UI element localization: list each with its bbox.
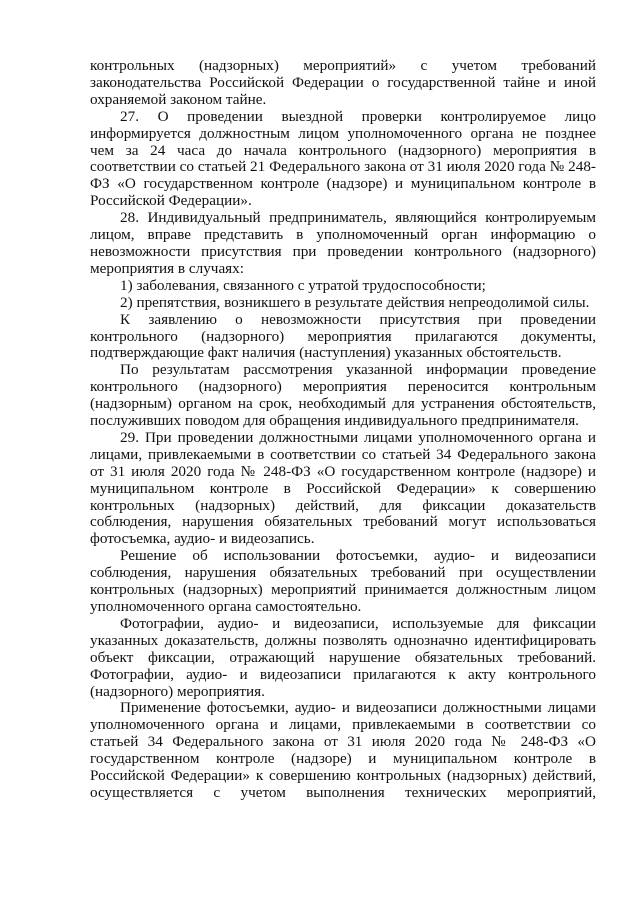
paragraph-item-29: 29. При проведении должностными лицами уполномоченного органа и лицами, привлекаемыми в соответствии со статьей 34 Федерального закона от 31 июля 2020 года № 248-ФЗ «О государственном контроле (надзоре) и муниципальном контроле в Российской Федерации» к совершению контрольных (надзорных) действий, для фиксации доказательств соблюдения, нарушения обязательных требований могут использоваться фотосъемка, аудио- и видеозапись.	[90, 428, 596, 548]
paragraph-item-27: 27. О проведении выездной проверки контролируемое лицо информируется должностным лицом уполномоченного органа не позднее чем за 24 часа до начала контрольного (надзорного) мероприятия в соответствии со статьей 21 Федерального закона от 31 июля 2020 года № 248-ФЗ «О государственном контроле (надзоре) и муниципальном контроле в Российской Федерации».	[90, 107, 596, 210]
paragraph-application-of-recording: Применение фотосъемки, аудио- и видеозаписи должностными лицами уполномоченного органа и лицами, привлекаемыми в соответствии со статьей 34 Федерального закона от 31 июля 2020 года № 248-ФЗ «О государственном контроле (надзоре) и муниципальном контроле в Российской Федерации» к совершению контрольных (надзорных) действий, осуществляется с учетом выполнения технических мероприятий,	[90, 699, 596, 801]
paragraph-review-results: По результатам рассмотрения указанной информации проведение контрольного (надзорного) мероприятия переносится контрольным (надзорным) органом на срок, необходимый для устранения обстоятельств, послуживших поводом для обращения индивидуального предпринимателя.	[90, 361, 596, 430]
list-item-1: 1) заболевания, связанного с утратой трудоспособности;	[120, 276, 486, 294]
paragraph-application: К заявлению о невозможности присутствия при проведении контрольного (надзорного) мероприятия прилагаются документы, подтверждающие факт наличия (наступления) указанных обстоятельств.	[90, 310, 596, 362]
paragraph-photos: Фотографии, аудио- и видеозаписи, используемые для фиксации указанных доказательств, должны позволять однозначно идентифицировать объект фиксации, отражающий нарушение обязательных требований. Фотографии, аудио- и видеозаписи прилагаются к акту контрольного (надзорного) мероприятия.	[90, 614, 596, 700]
paragraph-item-28: 28. Индивидуальный предприниматель, являющийся контролируемым лицом, вправе представить в уполномоченный орган информацию о невозможности присутствия при проведении контрольного (надзорного) мероприятия в случаях:	[90, 209, 596, 277]
list-item-2: 2) препятствия, возникшего в результате действия непреодолимой силы.	[120, 293, 590, 311]
paragraph-continuation: контрольных (надзорных) мероприятий» с учетом требований законодательства Российской Федерации о государственной тайне и иной охраняемой законом тайне.	[90, 57, 596, 108]
paragraph-decision: Решение об использовании фотосъемки, аудио- и видеозаписи соблюдения, нарушения обязательных требований при осуществлении контрольных (надзорных) мероприятий принимается должностным лицом уполномоченного органа самостоятельно.	[90, 547, 596, 615]
